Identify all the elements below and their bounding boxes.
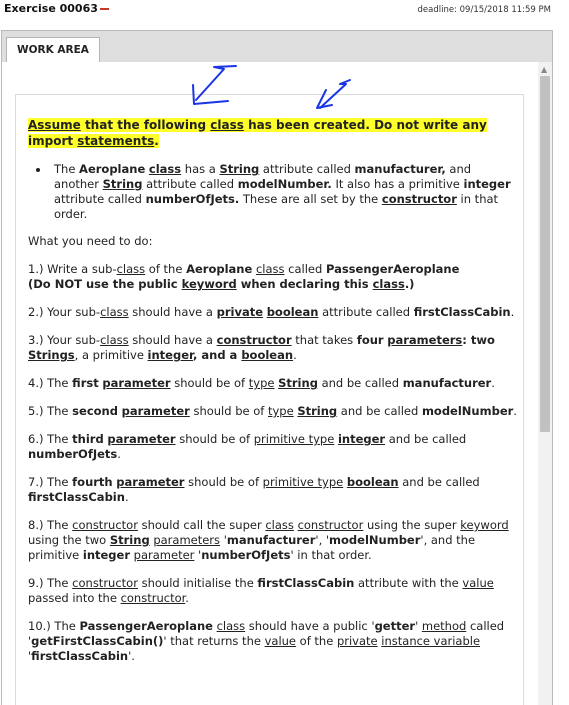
- hand-drawn-arrows: [180, 60, 360, 122]
- tab-bar: [1, 30, 553, 62]
- step-10: 10.) The PassengerAeroplane class should have a public 'getter' method called 'getFirstClassCabin()' that returns the value of the private instance variable 'firstClassCabin'.: [28, 619, 505, 663]
- step-7: 7.) The fourth parameter should be of primitive type boolean and be called firstClassCabin.: [28, 475, 480, 504]
- highlighted-intro: Assume that the following class has been created. Do not write any import statements.: [28, 118, 487, 148]
- step-9: 9.) The constructor should initialise the firstClassCabin attribute with the value passed into the constructor.: [28, 576, 494, 605]
- step-8: 8.) The constructor should call the super class constructor using the super keyword using the two String parameters 'manufacturer', 'modelNumber', and the primitive integer parameter 'numberOfJets' in that order.: [28, 518, 509, 562]
- deadline-text: deadline: 09/15/2018 11:59 PM: [417, 5, 551, 15]
- tab-work-area[interactable]: WORK AREA: [6, 37, 100, 63]
- left-arrow-icon: [193, 66, 236, 104]
- exercise-header: [0, 0, 569, 20]
- exercise-title: Exercise 00063: [4, 2, 109, 15]
- step-4: 4.) The first parameter should be of type String and be called manufacturer.: [28, 376, 495, 390]
- step-3: 3.) Your sub-class should have a constructor that takes four parameters: two Strings, a primitive integer, and a boolean.: [28, 333, 495, 362]
- step-2: 2.) Your sub-class should have a private boolean attribute called firstClassCabin.: [28, 305, 515, 319]
- step-1: 1.) Write a sub-class of the Aeroplane class called PassengerAeroplane (Do NOT use the public keyword when declaring this class.): [28, 262, 460, 291]
- work-area-pane: [1, 62, 553, 705]
- instructions-panel: [15, 94, 524, 705]
- minimize-dash-icon[interactable]: [100, 8, 109, 10]
- scrollbar-thumb[interactable]: [540, 76, 550, 432]
- step-6: 6.) The third parameter should be of primitive type integer and be called numberOfJets.: [28, 432, 467, 461]
- step-5: 5.) The second parameter should be of type String and be called modelNumber.: [28, 404, 517, 418]
- vertical-scrollbar[interactable]: [538, 62, 552, 705]
- what-to-do-heading: What you need to do:: [28, 234, 153, 248]
- scroll-up-arrow-icon[interactable]: ▲: [541, 65, 548, 74]
- class-description-list: [50, 162, 517, 222]
- right-arrow-icon: [317, 80, 350, 108]
- list-item: • The Aeroplane class has a String attribute called manufacturer, and another String attribute called modelNumber. It also has a primitive integer attribute called numberOfJets. These are all set by the constructor in that order.: [50, 162, 517, 222]
